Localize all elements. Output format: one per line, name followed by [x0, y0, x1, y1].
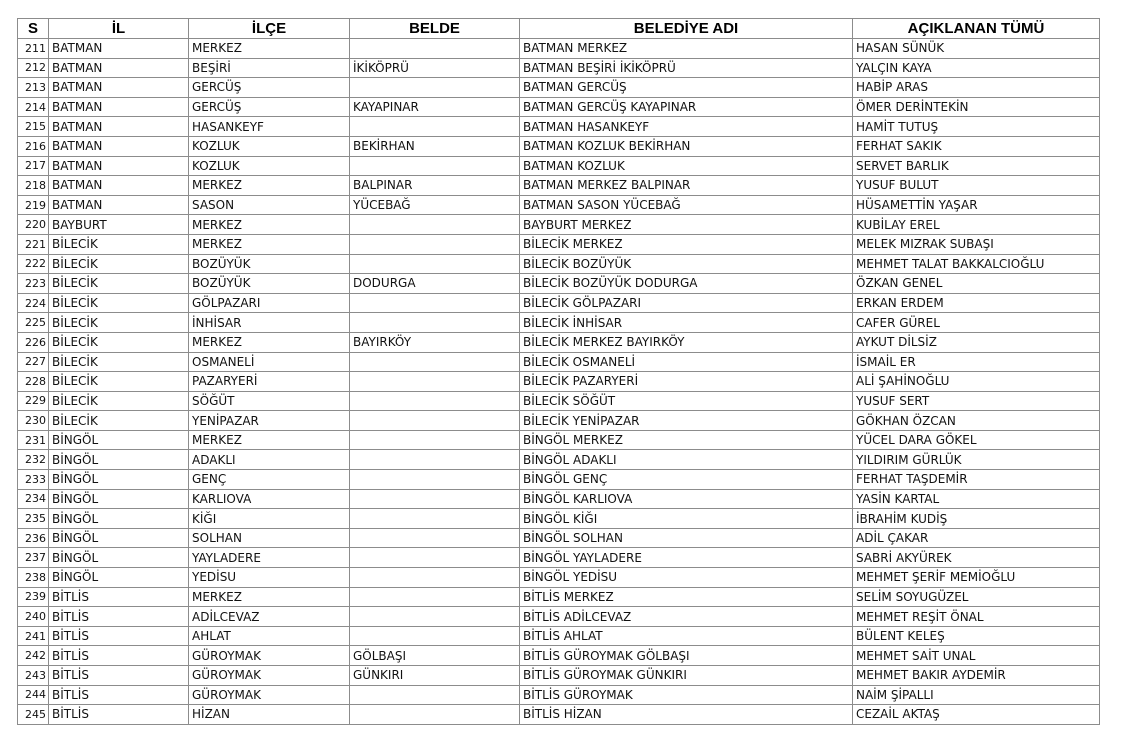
announced-name-cell: KUBİLAY EREL: [853, 215, 1100, 235]
town-cell: [350, 685, 520, 705]
announced-name-cell: SABRİ AKYÜREK: [853, 548, 1100, 568]
district-cell: GÜROYMAK: [189, 666, 350, 686]
town-cell: YÜCEBAĞ: [350, 195, 520, 215]
district-cell: KOZLUK: [189, 156, 350, 176]
row-number: 233: [18, 470, 49, 490]
header-row: [18, 19, 1100, 39]
municipality-name-cell: BİLECİK BOZÜYÜK: [520, 254, 853, 274]
town-cell: [350, 528, 520, 548]
municipality-name-cell: BATMAN KOZLUK: [520, 156, 853, 176]
town-cell: [350, 313, 520, 333]
announced-name-cell: YALÇIN KAYA: [853, 58, 1100, 78]
province-cell: BİNGÖL: [49, 548, 189, 568]
table-row: [18, 470, 1100, 490]
district-cell: İNHİSAR: [189, 313, 350, 333]
table-row: [18, 97, 1100, 117]
district-cell: MERKEZ: [189, 430, 350, 450]
district-cell: GENÇ: [189, 470, 350, 490]
province-cell: BATMAN: [49, 117, 189, 137]
table-row: [18, 195, 1100, 215]
province-cell: BİNGÖL: [49, 509, 189, 529]
row-number: 230: [18, 411, 49, 431]
district-cell: PAZARYERİ: [189, 372, 350, 392]
district-cell: MERKEZ: [189, 587, 350, 607]
header-province: İL: [49, 19, 189, 39]
town-cell: [350, 234, 520, 254]
row-number: 237: [18, 548, 49, 568]
municipality-name-cell: BATMAN KOZLUK BEKİRHAN: [520, 136, 853, 156]
municipality-name-cell: BİNGÖL ADAKLI: [520, 450, 853, 470]
announced-name-cell: MEHMET ŞERİF MEMİOĞLU: [853, 568, 1100, 588]
table-row: [18, 685, 1100, 705]
announced-name-cell: ERKAN ERDEM: [853, 293, 1100, 313]
table-row: [18, 666, 1100, 686]
municipality-name-cell: BİNGÖL YAYLADERE: [520, 548, 853, 568]
province-cell: BİNGÖL: [49, 528, 189, 548]
municipality-name-cell: BİLECİK BOZÜYÜK DODURGA: [520, 274, 853, 294]
province-cell: BİTLİS: [49, 646, 189, 666]
row-number: 212: [18, 58, 49, 78]
announced-name-cell: ÖZKAN GENEL: [853, 274, 1100, 294]
municipality-name-cell: BİNGÖL GENÇ: [520, 470, 853, 490]
district-cell: YAYLADERE: [189, 548, 350, 568]
province-cell: BİTLİS: [49, 666, 189, 686]
province-cell: BİLECİK: [49, 352, 189, 372]
district-cell: KİĞI: [189, 509, 350, 529]
announced-name-cell: NAİM ŞİPALLI: [853, 685, 1100, 705]
town-cell: [350, 39, 520, 59]
table-row: [18, 587, 1100, 607]
municipality-name-cell: BİLECİK MERKEZ BAYIRKÖY: [520, 332, 853, 352]
table-row: [18, 646, 1100, 666]
province-cell: BİLECİK: [49, 313, 189, 333]
announced-name-cell: HAMİT TUTUŞ: [853, 117, 1100, 137]
municipality-name-cell: BATMAN GERCÜŞ KAYAPINAR: [520, 97, 853, 117]
table-row: [18, 411, 1100, 431]
district-cell: KOZLUK: [189, 136, 350, 156]
table-row: [18, 430, 1100, 450]
municipality-name-cell: BİNGÖL KARLIOVA: [520, 489, 853, 509]
district-cell: MERKEZ: [189, 176, 350, 196]
table-row: [18, 78, 1100, 98]
municipality-name-cell: BATMAN GERCÜŞ: [520, 78, 853, 98]
province-cell: BİNGÖL: [49, 450, 189, 470]
town-cell: GÜNKIRI: [350, 666, 520, 686]
announced-name-cell: MEHMET BAKIR AYDEMİR: [853, 666, 1100, 686]
district-cell: GERCÜŞ: [189, 97, 350, 117]
municipality-name-cell: BATMAN BEŞİRİ İKİKÖPRÜ: [520, 58, 853, 78]
municipality-name-cell: BİLECİK OSMANELİ: [520, 352, 853, 372]
district-cell: KARLIOVA: [189, 489, 350, 509]
table-row: [18, 705, 1100, 725]
district-cell: GÖLPAZARI: [189, 293, 350, 313]
province-cell: BİNGÖL: [49, 568, 189, 588]
district-cell: BEŞİRİ: [189, 58, 350, 78]
row-number: 244: [18, 685, 49, 705]
row-number: 220: [18, 215, 49, 235]
table-row: [18, 352, 1100, 372]
row-number: 228: [18, 372, 49, 392]
district-cell: BOZÜYÜK: [189, 274, 350, 294]
table-row: [18, 332, 1100, 352]
header-town: BELDE: [350, 19, 520, 39]
municipality-name-cell: BİTLİS GÜROYMAK: [520, 685, 853, 705]
town-cell: KAYAPINAR: [350, 97, 520, 117]
district-cell: OSMANELİ: [189, 352, 350, 372]
row-number: 225: [18, 313, 49, 333]
row-number: 236: [18, 528, 49, 548]
table-row: [18, 372, 1100, 392]
announced-name-cell: SERVET BARLIK: [853, 156, 1100, 176]
table-row: [18, 626, 1100, 646]
row-number: 217: [18, 156, 49, 176]
row-number: 232: [18, 450, 49, 470]
table-body: [18, 39, 1100, 725]
table-row: [18, 136, 1100, 156]
town-cell: [350, 450, 520, 470]
announced-name-cell: ÖMER DERİNTEKİN: [853, 97, 1100, 117]
row-number: 218: [18, 176, 49, 196]
province-cell: BİNGÖL: [49, 430, 189, 450]
district-cell: ADİLCEVAZ: [189, 607, 350, 627]
municipality-name-cell: BİLECİK YENİPAZAR: [520, 411, 853, 431]
announced-name-cell: İSMAİL ER: [853, 352, 1100, 372]
table-row: [18, 313, 1100, 333]
announced-name-cell: SELİM SOYUGÜZEL: [853, 587, 1100, 607]
district-cell: MERKEZ: [189, 215, 350, 235]
announced-name-cell: FERHAT TAŞDEMİR: [853, 470, 1100, 490]
district-cell: AHLAT: [189, 626, 350, 646]
municipality-name-cell: BİLECİK SÖĞÜT: [520, 391, 853, 411]
municipality-name-cell: BİTLİS HİZAN: [520, 705, 853, 725]
header-no: S: [18, 19, 49, 39]
announced-name-cell: BÜLENT KELEŞ: [853, 626, 1100, 646]
table-row: [18, 254, 1100, 274]
announced-name-cell: YUSUF BULUT: [853, 176, 1100, 196]
announced-name-cell: YILDIRIM GÜRLÜK: [853, 450, 1100, 470]
row-number: 215: [18, 117, 49, 137]
town-cell: [350, 626, 520, 646]
row-number: 227: [18, 352, 49, 372]
announced-name-cell: GÖKHAN ÖZCAN: [853, 411, 1100, 431]
town-cell: BAYIRKÖY: [350, 332, 520, 352]
table-row: [18, 293, 1100, 313]
announced-name-cell: HÜSAMETTİN YAŞAR: [853, 195, 1100, 215]
header-announced-name: AÇIKLANAN TÜMÜ: [853, 19, 1100, 39]
municipality-name-cell: BATMAN MERKEZ: [520, 39, 853, 59]
province-cell: BİTLİS: [49, 587, 189, 607]
municipality-name-cell: BİNGÖL KİĞI: [520, 509, 853, 529]
announced-name-cell: MEHMET SAİT UNAL: [853, 646, 1100, 666]
municipality-name-cell: BİLECİK PAZARYERİ: [520, 372, 853, 392]
table-row: [18, 234, 1100, 254]
row-number: 223: [18, 274, 49, 294]
town-cell: [350, 372, 520, 392]
row-number: 234: [18, 489, 49, 509]
municipality-name-cell: BİTLİS AHLAT: [520, 626, 853, 646]
province-cell: BİTLİS: [49, 626, 189, 646]
announced-name-cell: AYKUT DİLSİZ: [853, 332, 1100, 352]
province-cell: BİNGÖL: [49, 470, 189, 490]
table-row: [18, 607, 1100, 627]
town-cell: DODURGA: [350, 274, 520, 294]
province-cell: BATMAN: [49, 136, 189, 156]
row-number: 245: [18, 705, 49, 725]
province-cell: BİLECİK: [49, 254, 189, 274]
municipality-name-cell: BİTLİS GÜROYMAK GÜNKIRI: [520, 666, 853, 686]
row-number: 241: [18, 626, 49, 646]
town-cell: BEKİRHAN: [350, 136, 520, 156]
province-cell: BİTLİS: [49, 685, 189, 705]
header-district: İLÇE: [189, 19, 350, 39]
announced-name-cell: YÜCEL DARA GÖKEL: [853, 430, 1100, 450]
table-row: [18, 176, 1100, 196]
table-row: [18, 509, 1100, 529]
announced-name-cell: CAFER GÜREL: [853, 313, 1100, 333]
town-cell: [350, 568, 520, 588]
row-number: 238: [18, 568, 49, 588]
table-row: [18, 489, 1100, 509]
district-cell: SÖĞÜT: [189, 391, 350, 411]
province-cell: BATMAN: [49, 195, 189, 215]
district-cell: YENİPAZAR: [189, 411, 350, 431]
municipality-name-cell: BATMAN HASANKEYF: [520, 117, 853, 137]
province-cell: BATMAN: [49, 78, 189, 98]
row-number: 242: [18, 646, 49, 666]
announced-name-cell: MEHMET REŞİT ÖNAL: [853, 607, 1100, 627]
results-sheet: [17, 18, 1100, 725]
municipality-name-cell: BİTLİS GÜROYMAK GÖLBAŞI: [520, 646, 853, 666]
town-cell: [350, 156, 520, 176]
row-number: 226: [18, 332, 49, 352]
municipality-name-cell: BAYBURT MERKEZ: [520, 215, 853, 235]
province-cell: BATMAN: [49, 58, 189, 78]
town-cell: [350, 78, 520, 98]
municipality-results-table: [17, 18, 1100, 725]
announced-name-cell: FERHAT SAKIK: [853, 136, 1100, 156]
town-cell: [350, 607, 520, 627]
announced-name-cell: MELEK MIZRAK SUBAŞI: [853, 234, 1100, 254]
announced-name-cell: ALİ ŞAHİNOĞLU: [853, 372, 1100, 392]
municipality-name-cell: BİTLİS MERKEZ: [520, 587, 853, 607]
province-cell: BATMAN: [49, 156, 189, 176]
row-number: 243: [18, 666, 49, 686]
row-number: 214: [18, 97, 49, 117]
row-number: 229: [18, 391, 49, 411]
table-row: [18, 156, 1100, 176]
town-cell: GÖLBAŞI: [350, 646, 520, 666]
row-number: 240: [18, 607, 49, 627]
province-cell: BİLECİK: [49, 293, 189, 313]
row-number: 235: [18, 509, 49, 529]
municipality-name-cell: BİLECİK GÖLPAZARI: [520, 293, 853, 313]
district-cell: MERKEZ: [189, 332, 350, 352]
province-cell: BİLECİK: [49, 332, 189, 352]
table-row: [18, 117, 1100, 137]
announced-name-cell: ADİL ÇAKAR: [853, 528, 1100, 548]
town-cell: [350, 215, 520, 235]
announced-name-cell: İBRAHİM KUDİŞ: [853, 509, 1100, 529]
district-cell: HASANKEYF: [189, 117, 350, 137]
province-cell: BİTLİS: [49, 607, 189, 627]
header-municipality-name: BELEDİYE ADI: [520, 19, 853, 39]
district-cell: GÜROYMAK: [189, 685, 350, 705]
province-cell: BATMAN: [49, 39, 189, 59]
announced-name-cell: HABİP ARAS: [853, 78, 1100, 98]
province-cell: BİNGÖL: [49, 489, 189, 509]
province-cell: BATMAN: [49, 97, 189, 117]
row-number: 216: [18, 136, 49, 156]
town-cell: [350, 470, 520, 490]
town-cell: [350, 430, 520, 450]
province-cell: BİLECİK: [49, 372, 189, 392]
province-cell: BAYBURT: [49, 215, 189, 235]
announced-name-cell: HASAN SÜNÜK: [853, 39, 1100, 59]
table-row: [18, 39, 1100, 59]
province-cell: BİLECİK: [49, 391, 189, 411]
municipality-name-cell: BİLECİK İNHİSAR: [520, 313, 853, 333]
row-number: 221: [18, 234, 49, 254]
town-cell: [350, 117, 520, 137]
district-cell: SASON: [189, 195, 350, 215]
town-cell: [350, 352, 520, 372]
district-cell: YEDİSU: [189, 568, 350, 588]
town-cell: [350, 509, 520, 529]
table-row: [18, 58, 1100, 78]
town-cell: [350, 254, 520, 274]
town-cell: BALPINAR: [350, 176, 520, 196]
row-number: 231: [18, 430, 49, 450]
table-row: [18, 528, 1100, 548]
town-cell: [350, 548, 520, 568]
town-cell: [350, 705, 520, 725]
announced-name-cell: YASİN KARTAL: [853, 489, 1100, 509]
announced-name-cell: MEHMET TALAT BAKKALCIOĞLU: [853, 254, 1100, 274]
row-number: 219: [18, 195, 49, 215]
town-cell: İKİKÖPRÜ: [350, 58, 520, 78]
district-cell: HİZAN: [189, 705, 350, 725]
municipality-name-cell: BİNGÖL MERKEZ: [520, 430, 853, 450]
district-cell: GERCÜŞ: [189, 78, 350, 98]
province-cell: BİLECİK: [49, 234, 189, 254]
row-number: 213: [18, 78, 49, 98]
municipality-name-cell: BATMAN SASON YÜCEBAĞ: [520, 195, 853, 215]
district-cell: MERKEZ: [189, 234, 350, 254]
municipality-name-cell: BİNGÖL SOLHAN: [520, 528, 853, 548]
table-row: [18, 548, 1100, 568]
announced-name-cell: YUSUF SERT: [853, 391, 1100, 411]
row-number: 224: [18, 293, 49, 313]
district-cell: GÜROYMAK: [189, 646, 350, 666]
row-number: 211: [18, 39, 49, 59]
table-row: [18, 391, 1100, 411]
municipality-name-cell: BİTLİS ADİLCEVAZ: [520, 607, 853, 627]
municipality-name-cell: BATMAN MERKEZ BALPINAR: [520, 176, 853, 196]
town-cell: [350, 489, 520, 509]
municipality-name-cell: BİNGÖL YEDİSU: [520, 568, 853, 588]
table-row: [18, 215, 1100, 235]
row-number: 222: [18, 254, 49, 274]
district-cell: SOLHAN: [189, 528, 350, 548]
province-cell: BATMAN: [49, 176, 189, 196]
announced-name-cell: CEZAİL AKTAŞ: [853, 705, 1100, 725]
town-cell: [350, 391, 520, 411]
row-number: 239: [18, 587, 49, 607]
province-cell: BİLECİK: [49, 274, 189, 294]
town-cell: [350, 293, 520, 313]
table-row: [18, 274, 1100, 294]
municipality-name-cell: BİLECİK MERKEZ: [520, 234, 853, 254]
town-cell: [350, 587, 520, 607]
district-cell: BOZÜYÜK: [189, 254, 350, 274]
district-cell: MERKEZ: [189, 39, 350, 59]
province-cell: BİLECİK: [49, 411, 189, 431]
town-cell: [350, 411, 520, 431]
district-cell: ADAKLI: [189, 450, 350, 470]
table-row: [18, 568, 1100, 588]
province-cell: BİTLİS: [49, 705, 189, 725]
table-row: [18, 450, 1100, 470]
